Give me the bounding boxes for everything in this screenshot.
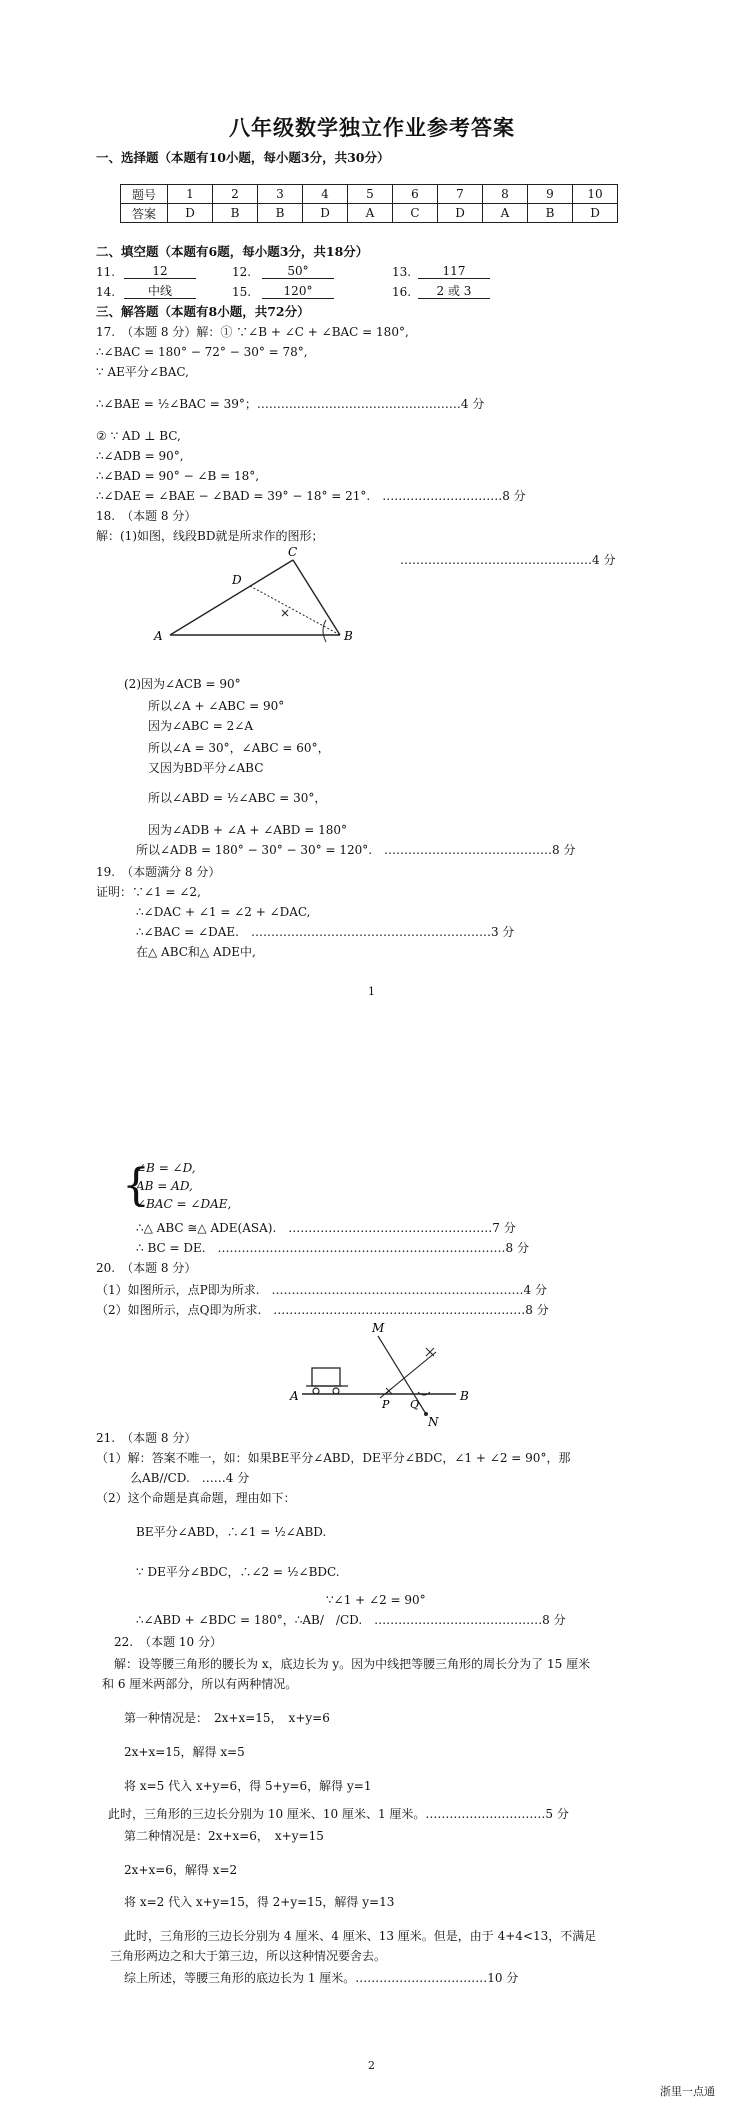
answer-table	[120, 184, 618, 223]
q19-line: 19. （本题满分 8 分）	[96, 865, 221, 879]
table-cell: D	[303, 204, 348, 223]
page-title: 八年级数学独立作业参考答案	[229, 115, 515, 140]
label-m: M	[372, 1321, 385, 1335]
q19-line: ∴∠BAC = ∠DAE. ……………………………………………………3 分	[136, 925, 515, 939]
label-p: P	[382, 1398, 390, 1411]
table-row-answers	[121, 204, 618, 223]
q22-line: 此时，三角形的三边长分别为 10 厘米、10 厘米、1 厘米。…………………………5 分	[108, 1807, 569, 1821]
table-cell: 3	[258, 185, 303, 204]
table-cell: A	[348, 204, 393, 223]
q18-heading: 18. （本题 8 分）	[96, 509, 197, 523]
page-number: 1	[368, 985, 375, 998]
table-cell: B	[213, 204, 258, 223]
q18-part2-line: 所以∠A = 30°，∠ABC = 60°，	[148, 741, 330, 755]
q18-part2-line: 因为∠ADB + ∠A + ∠ABD = 180°	[148, 823, 347, 837]
q21-line: ∵ DE平分∠BDC，∴∠2 = ½∠BDC.	[136, 1565, 340, 1579]
table-row-numbers	[121, 185, 618, 204]
watermark-label: 浙里一点通	[660, 2085, 715, 2098]
label-n: N	[428, 1415, 439, 1429]
table-cell: C	[393, 204, 438, 223]
table-cell: 10	[573, 185, 618, 204]
fill-num: 16.	[392, 285, 412, 299]
label-b: B	[460, 1389, 469, 1403]
q19-line: 在△ ABC和△ ADE中,	[136, 945, 256, 959]
cart-figure	[286, 1321, 486, 1429]
table-cell: D	[168, 204, 213, 223]
q17-line: ② ∵ AD ⊥ BC,	[96, 429, 181, 443]
label-b: B	[344, 629, 353, 643]
fill-num: 11.	[96, 265, 116, 279]
fill-num: 14.	[96, 285, 116, 299]
fill-answer: 50°	[262, 264, 334, 279]
q19-end-line: ∴△ ABC ≅△ ADE(ASA). ……………………………………………7 分	[136, 1221, 516, 1235]
q18-part2-line: 所以∠A + ∠ABC = 90°	[148, 699, 285, 713]
fill-answer: 2 或 3	[418, 284, 490, 299]
q17-line: ∴∠DAE = ∠BAE − ∠BAD = 39° − 18° = 21°. …………………………8 分	[96, 489, 526, 503]
q18-part1: 解：(1)如图，线段BD就是所求作的图形；	[96, 529, 324, 543]
q19-end-line: ∴ BC = DE. ………………………………………………………………8 分	[136, 1241, 530, 1255]
q17-line: ∴∠BAC = 180° − 72° − 30° = 78°,	[96, 345, 308, 359]
section-choice-heading: 一、选择题（本题有10小题，每小题3分，共30分）	[96, 150, 390, 165]
q18-part1-score: …………………………………………4 分	[400, 553, 616, 567]
q22-line: 综上所述，等腰三角形的底边长为 1 厘米。……………………………10 分	[124, 1971, 519, 1985]
label-d: D	[232, 573, 242, 587]
q22-line: 2x+x=6，解得 x=2	[124, 1863, 238, 1877]
q17-line: 17. （本题 8 分）解：① ∵∠B + ∠C + ∠BAC = 180°,	[96, 325, 409, 339]
label-a: A	[290, 1389, 299, 1403]
q22-line: 第二种情况是：2x+x=6， x+y=15	[124, 1829, 324, 1843]
q19-system-line: ∠BAC = ∠DAE,	[136, 1197, 232, 1211]
q21-line: （2）这个命题是真命题，理由如下：	[96, 1491, 296, 1505]
fill-num: 15.	[232, 285, 252, 299]
q22-line: 第一种情况是： 2x+x=15， x+y=6	[124, 1711, 330, 1725]
table-cell: B	[528, 204, 573, 223]
fill-answer: 中线	[124, 284, 196, 299]
fill-num: 13.	[392, 265, 412, 279]
q17-line: ∵ AE平分∠BAC,	[96, 365, 189, 379]
q22-line: 将 x=2 代入 x+y=15，得 2+y=15，解得 y=13	[124, 1895, 395, 1909]
fill-answer: 12	[124, 264, 196, 279]
q22-line: 将 x=5 代入 x+y=6，得 5+y=6，解得 y=1	[124, 1779, 372, 1793]
q20-line: （2）如图所示，点Q即为所求. ………………………………………………………8 分	[96, 1303, 549, 1317]
table-cell: 7	[438, 185, 483, 204]
q22-line: 此时，三角形的三边长分别为 4 厘米、4 厘米、13 厘米。但是，由于 4+4<13，不满足	[124, 1929, 597, 1943]
table-cell: A	[483, 204, 528, 223]
table-cell: 9	[528, 185, 573, 204]
section-fill-heading: 二、填空题（本题有6题，每小题3分，共18分）	[96, 244, 369, 259]
section-solution-heading: 三、解答题（本题有8小题，共72分）	[96, 304, 310, 319]
q17-line: ∴∠ADB = 90°,	[96, 449, 184, 463]
q18-part2-line: 因为∠ABC = 2∠A	[148, 719, 253, 733]
q22-line: 三角形两边之和大于第三边，所以这种情况要舍去。	[110, 1949, 387, 1963]
q18-part2-line: (2)因为∠ACB = 90°	[124, 677, 241, 691]
table-cell: 2	[213, 185, 258, 204]
q22-line: 2x+x=15，解得 x=5	[124, 1745, 245, 1759]
q21-line: （1）解：答案不唯一，如：如果BE平分∠ABD，DE平分∠BDC，∠1 + ∠2 = 90°，那	[96, 1451, 571, 1465]
q21-line: ∵∠1 + ∠2 = 90°	[326, 1593, 426, 1607]
q21-line: 21. （本题 8 分）	[96, 1431, 197, 1445]
table-header-cell: 答案	[121, 204, 168, 223]
table-cell: 6	[393, 185, 438, 204]
table-cell: D	[438, 204, 483, 223]
q17-line: ∴∠BAE = ½∠BAC = 39°；……………………………………………4 分	[96, 397, 485, 411]
q19-line: ∴∠DAC + ∠1 = ∠2 + ∠DAC,	[136, 905, 311, 919]
q22-line: 和 6 厘米两部分，所以有两种情况。	[102, 1677, 298, 1691]
q19-line: 证明：∵∠1 = ∠2,	[96, 885, 201, 899]
q18-part2-line: 所以∠ADB = 180° − 30° − 30° = 120°. ……………………………………8 分	[136, 843, 576, 857]
table-cell: 4	[303, 185, 348, 204]
q18-part2-line: 又因为BD平分∠ABC	[148, 761, 264, 775]
q21-line: ∴∠ABD + ∠BDC = 180°，∴AB/ /CD. ……………………………………8 分	[136, 1613, 566, 1627]
q17-line: ∴∠BAD = 90° − ∠B = 18°,	[96, 469, 260, 483]
label-q: Q	[410, 1398, 420, 1411]
table-cell: 8	[483, 185, 528, 204]
table-cell: D	[573, 204, 618, 223]
q21-line: BE平分∠ABD，∴∠1 = ½∠ABD.	[136, 1525, 327, 1539]
q18-part2-line: 所以∠ABD = ½∠ABC = 30°，	[148, 791, 327, 805]
q22-line: 解：设等腰三角形的腰长为 x，底边长为 y。因为中线把等腰三角形的周长分为了 15 厘米	[114, 1657, 591, 1671]
q22-line: 22. （本题 10 分）	[114, 1635, 222, 1649]
fill-num: 12.	[232, 265, 252, 279]
fill-answer: 117	[418, 264, 490, 279]
label-a: A	[154, 629, 163, 643]
table-cell: 5	[348, 185, 393, 204]
page-number: 2	[368, 2059, 375, 2072]
q20-line: 20. （本题 8 分）	[96, 1261, 197, 1275]
q21-line: 么AB//CD. ……4 分	[130, 1471, 250, 1485]
label-c: C	[288, 545, 298, 559]
q20-line: （1）如图所示，点P即为所求. ………………………………………………………4 分	[96, 1283, 547, 1297]
table-cell: 1	[168, 185, 213, 204]
table-cell: B	[258, 204, 303, 223]
brace-icon: {	[122, 1160, 150, 1211]
fill-answer: 120°	[262, 284, 334, 299]
table-header-cell: 题号	[121, 185, 168, 204]
q19-system-line: AB = AD,	[136, 1179, 193, 1193]
q19-system-line: ∠B = ∠D,	[136, 1161, 196, 1175]
triangle-figure	[150, 545, 370, 650]
